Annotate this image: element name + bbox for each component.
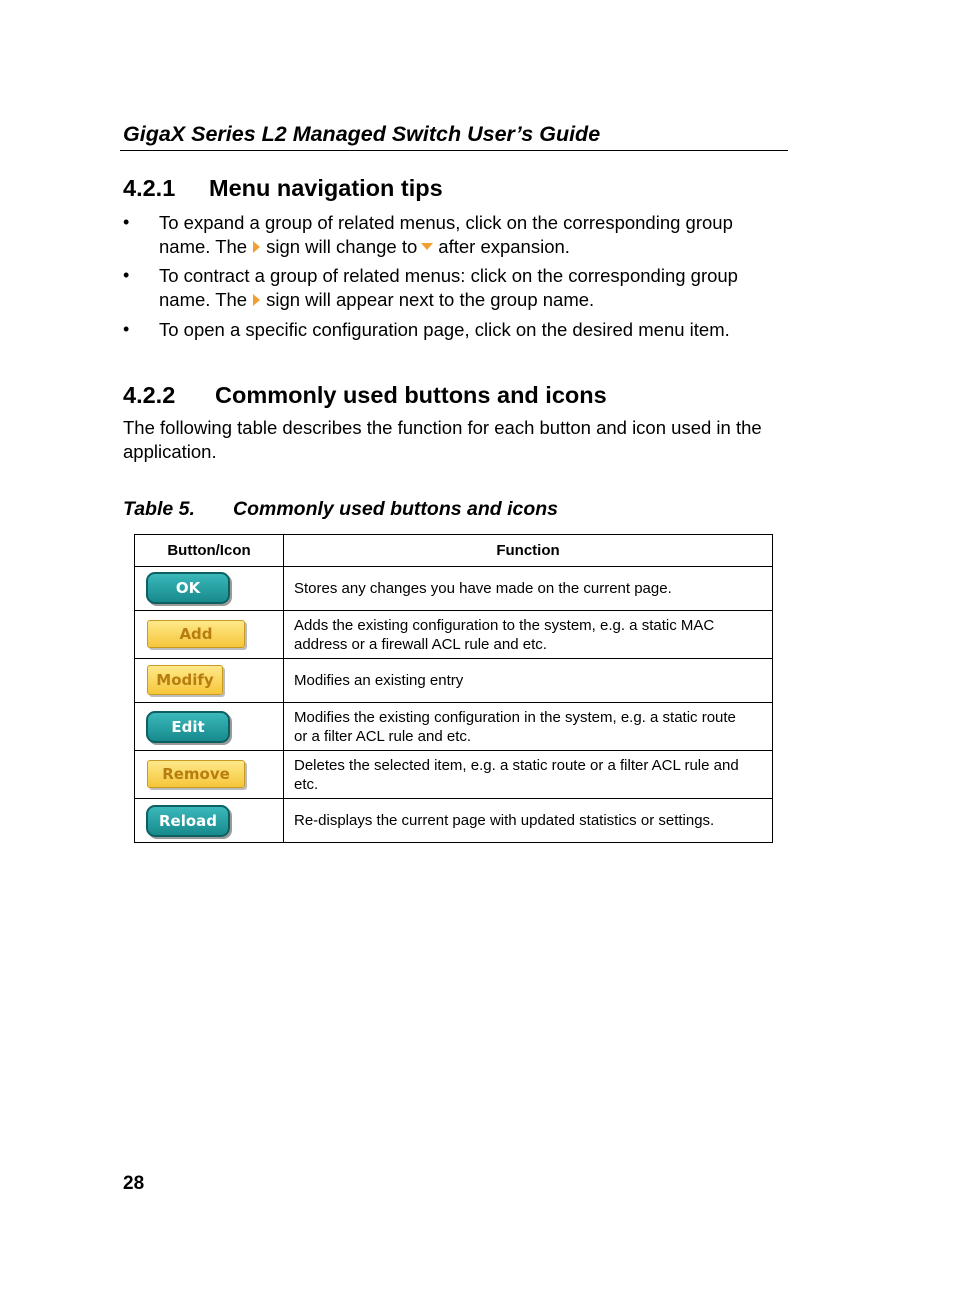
- table-label: Table 5.: [123, 498, 195, 520]
- bullet-line: To expand a group of related menus, click on the corresponding group: [159, 212, 733, 233]
- table-cell-icon: [135, 799, 284, 843]
- section-number: 4.2.2: [123, 382, 176, 408]
- section-title: Menu navigation tips: [209, 175, 443, 201]
- table-cell-icon: [135, 751, 284, 799]
- table-cell-icon: [135, 659, 284, 703]
- table-row: [135, 751, 773, 799]
- table-row: [135, 611, 773, 659]
- bullet-line: To contract a group of related menus: click on the corresponding group: [159, 265, 738, 286]
- table-cell-function: Modifies an existing entry: [284, 659, 773, 703]
- bullet-item-expand: [159, 211, 733, 258]
- section-heading-4-2-2: [123, 382, 607, 409]
- header-rule: [120, 150, 788, 151]
- table-row: [135, 567, 773, 611]
- edit-button[interactable]: Edit: [146, 711, 230, 743]
- table-cell-icon: [135, 567, 284, 611]
- page-number: 28: [123, 1173, 145, 1194]
- modify-button[interactable]: Modify: [147, 665, 223, 695]
- expanded-arrow-down-icon: [421, 243, 433, 250]
- bullet-line: To open a specific configuration page, click on the desired menu item.: [159, 319, 730, 340]
- section-number: 4.2.1: [123, 175, 176, 201]
- expand-arrow-right-icon: [253, 241, 260, 253]
- intro-line: The following table describes the function for each button and icon used in the: [123, 417, 762, 438]
- bullet-item-contract: [159, 264, 738, 311]
- bullet-line: name. The sign will change to after expansion.: [159, 235, 570, 257]
- section-intro: [123, 416, 762, 463]
- buttons-table: [134, 534, 773, 843]
- intro-line: application.: [123, 440, 217, 462]
- table-cell-icon: [135, 703, 284, 751]
- bullet-marker: •: [123, 265, 130, 285]
- column-header-button-icon: Button/Icon: [135, 535, 284, 567]
- table-cell-icon: [135, 611, 284, 659]
- reload-button[interactable]: Reload: [146, 805, 230, 837]
- table-cell-function: Re-displays the current page with updated statistics or settings.: [284, 799, 773, 843]
- running-header: GigaX Series L2 Managed Switch User’s Guide: [123, 122, 601, 146]
- table-row: [135, 659, 773, 703]
- table-row: [135, 799, 773, 843]
- bullet-line: name. The sign will appear next to the group name.: [159, 288, 595, 310]
- table-caption: [123, 498, 558, 521]
- table-header-row: [135, 535, 773, 567]
- remove-button[interactable]: Remove: [147, 760, 245, 788]
- column-header-function: Function: [284, 535, 773, 567]
- bullet-marker: •: [123, 319, 130, 339]
- table-row: [135, 703, 773, 751]
- table-title: Commonly used buttons and icons: [233, 498, 559, 520]
- ok-button[interactable]: OK: [146, 572, 230, 604]
- table-cell-function: Modifies the existing configuration in the system, e.g. a static route or a filter ACL rule and etc.: [284, 703, 773, 751]
- section-title: Commonly used buttons and icons: [215, 382, 607, 408]
- table-cell-function: Adds the existing configuration to the system, e.g. a static MAC address or a firewall ACL rule and etc.: [284, 611, 773, 659]
- bullet-marker: •: [123, 212, 130, 232]
- section-heading-4-2-1: [123, 175, 443, 202]
- bullet-item-open: [159, 318, 730, 342]
- table-cell-function: Stores any changes you have made on the current page.: [284, 567, 773, 611]
- expand-arrow-right-icon: [253, 294, 260, 306]
- table-cell-function: Deletes the selected item, e.g. a static route or a filter ACL rule and etc.: [284, 751, 773, 799]
- add-button[interactable]: Add: [147, 620, 245, 648]
